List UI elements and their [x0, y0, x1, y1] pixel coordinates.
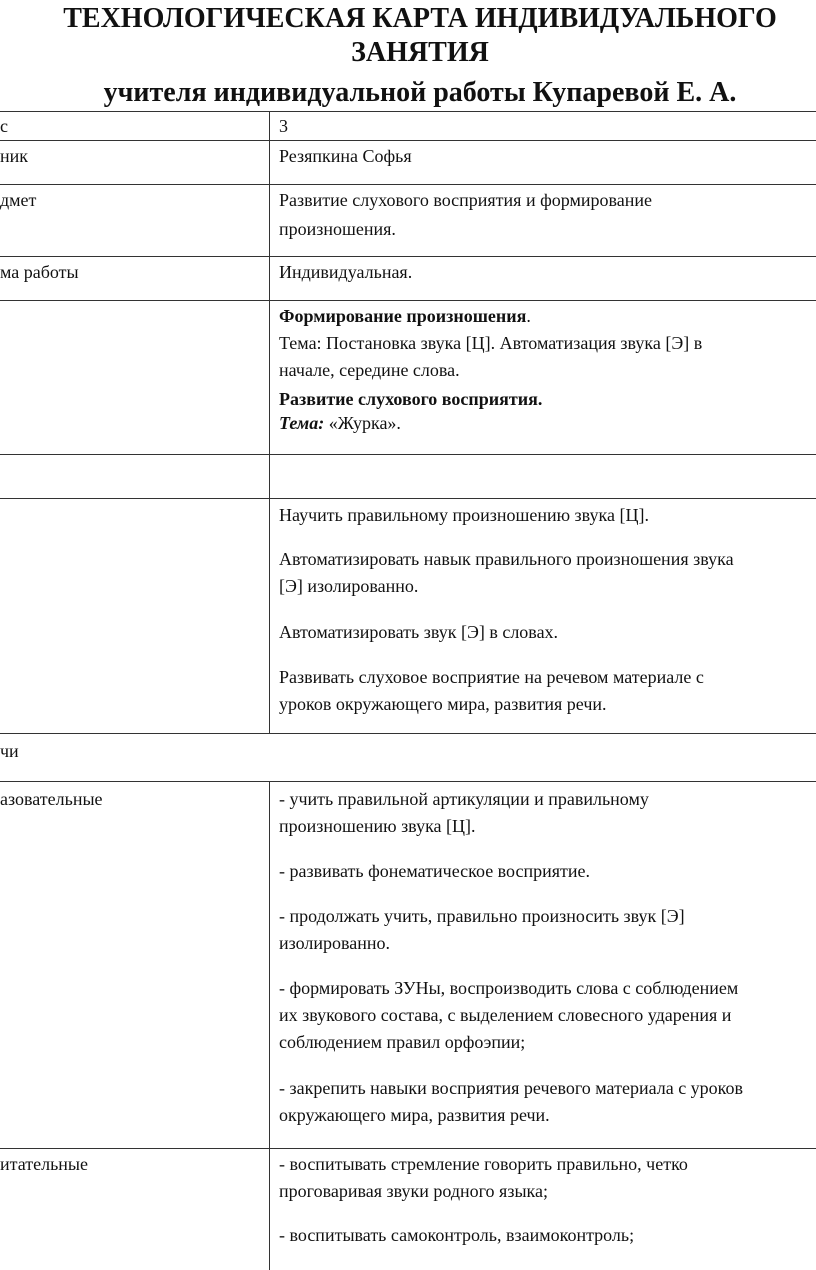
value-student: Резяпкина Софья [279, 146, 412, 166]
label-class: с [0, 116, 8, 136]
doc-title-line2: ЗАНЯТИЯ [351, 37, 489, 68]
row-divider [0, 140, 816, 141]
goal-4-line1: Развивать слуховое восприятие на речевом материале с [279, 667, 704, 687]
row-divider [0, 256, 816, 257]
value-subject-line2: произношения. [279, 219, 396, 239]
label-educational: азовательные [0, 789, 103, 809]
row-divider [0, 498, 816, 499]
row-divider [0, 454, 816, 455]
topic-line1: Тема: Постановка звука [Ц]. Автоматизация звука [Э] в [279, 333, 703, 353]
topic-section2 [279, 386, 542, 413]
row-divider [0, 781, 816, 782]
educational-1-line2: произношению звука [Ц]. [279, 816, 476, 836]
doc-subtitle: учителя индивидуальной работы Купаревой Е. А. [103, 77, 737, 108]
goal-4-line2: уроков окружающего мира, развития речи. [279, 694, 607, 714]
row-divider [0, 733, 816, 734]
topic2-label: Тема: [279, 413, 325, 433]
row-divider [0, 300, 816, 301]
educational-1-line1: - учить правильной артикуляции и правильному [279, 789, 649, 809]
topic-section1-dot: . [526, 306, 531, 326]
topic-section2-title: Развитие слухового восприятия. [279, 389, 543, 409]
topic2-line [279, 410, 401, 437]
row-divider [0, 1148, 816, 1149]
educational-2: - развивать фонематическое восприятие. [279, 861, 591, 881]
row-divider [0, 111, 816, 112]
educational-5-line2: окружающего мира, развития речи. [279, 1105, 550, 1125]
label-tasks: чи [0, 741, 19, 761]
row-divider [0, 184, 816, 185]
value-subject-line1: Развитие слухового восприятия и формирование [279, 190, 653, 210]
educational-4-line3: соблюдением правил орфоэпии; [279, 1032, 526, 1052]
column-divider [269, 111, 270, 733]
label-student: ник [0, 146, 29, 166]
topic2-value: «Журка». [324, 413, 401, 433]
label-upbringing: итательные [0, 1154, 89, 1174]
educational-4-line1: - формировать ЗУНы, воспроизводить слова с соблюдением [279, 978, 739, 998]
goal-2-line1: Автоматизировать навык правильного произношения звука [279, 549, 734, 569]
goal-2-line2: [Э] изолированно. [279, 576, 419, 596]
educational-3-line2: изолированно. [279, 933, 391, 953]
doc-title-line1: ТЕХНОЛОГИЧЕСКАЯ КАРТА ИНДИВИДУАЛЬНОГО [63, 3, 777, 34]
goal-3: Автоматизировать звук [Э] в словах. [279, 622, 559, 642]
topic-section1-title: Формирование произношения [279, 306, 527, 326]
topic-section1 [279, 303, 531, 330]
label-subject: дмет [0, 190, 37, 210]
column-divider [269, 781, 270, 1270]
educational-4-line2: их звукового состава, с выделением словесного ударения и [279, 1005, 732, 1025]
upbringing-1-line1: - воспитывать стремление говорить правильно, четко [279, 1154, 688, 1174]
value-work-form: Индивидуальная. [279, 262, 413, 282]
goal-1: Научить правильному произношению звука [Ц]. [279, 505, 649, 525]
label-work-form: ма работы [0, 262, 79, 282]
value-class: 3 [279, 116, 288, 136]
upbringing-2: - воспитывать самоконтроль, взаимоконтроль; [279, 1225, 635, 1245]
educational-5-line1: - закрепить навыки восприятия речевого материала с уроков [279, 1078, 744, 1098]
topic-line2: начале, середине слова. [279, 360, 460, 380]
upbringing-1-line2: проговаривая звуки родного языка; [279, 1181, 549, 1201]
educational-3-line1: - продолжать учить, правильно произносить звук [Э] [279, 906, 685, 926]
